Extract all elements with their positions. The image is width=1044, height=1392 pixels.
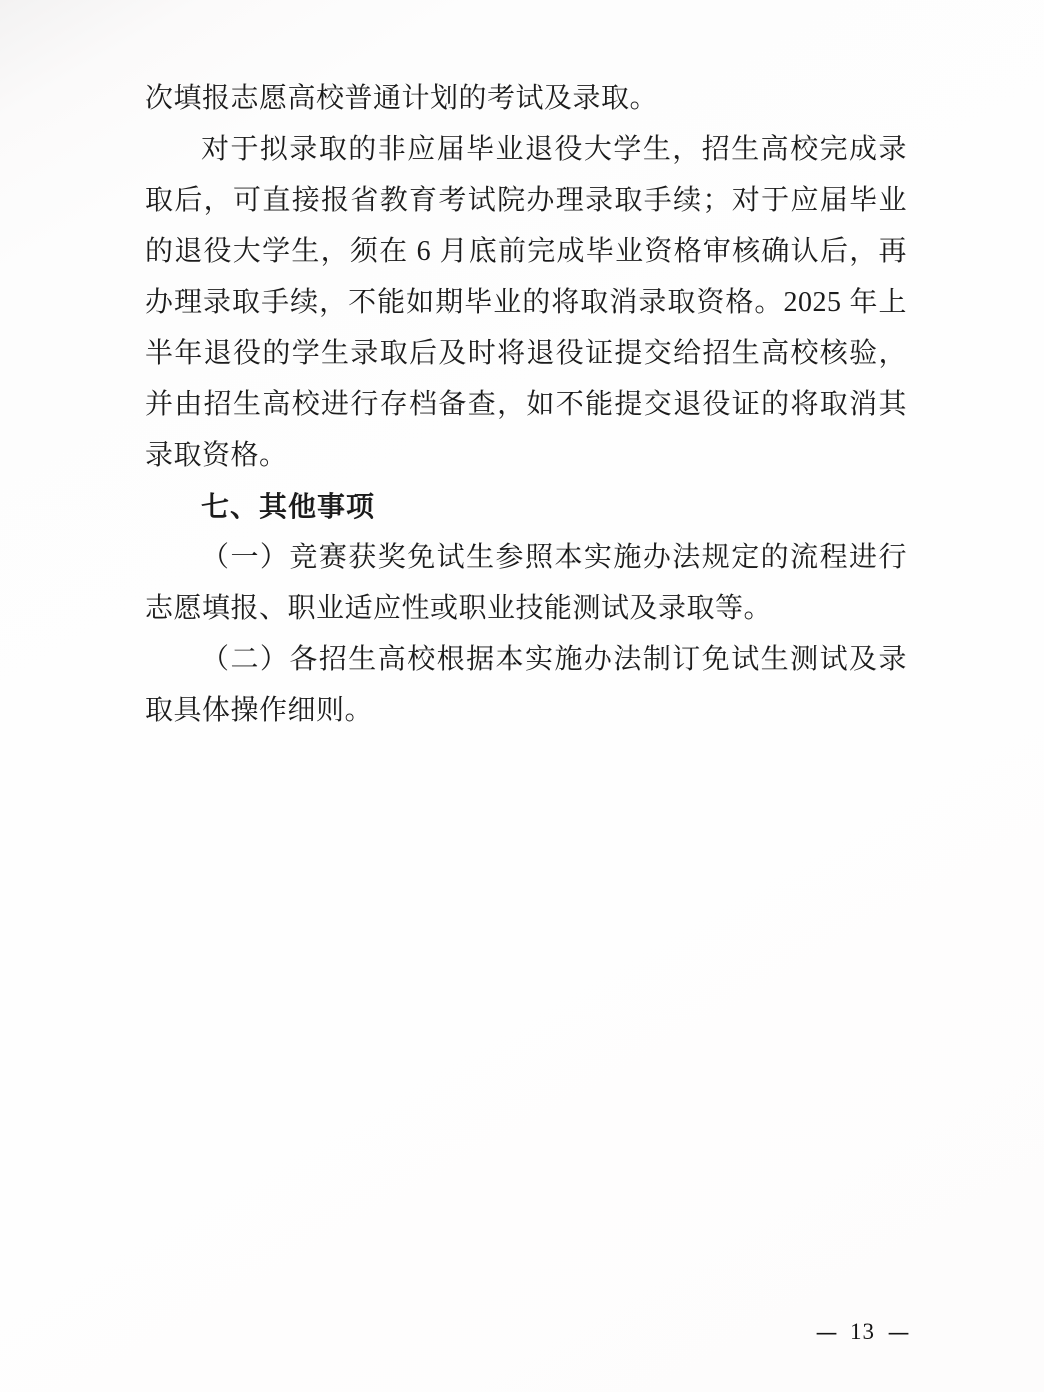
paragraph-item-one: （一）竞赛获奖免试生参照本实施办法规定的流程进行志愿填报、职业适应性或职业技能测试及录取等。 <box>145 542 907 624</box>
paragraph-continuation: 次填报志愿高校普通计划的考试及录取。 <box>145 83 659 114</box>
document-body <box>145 73 907 736</box>
paragraph-retired-soldier-admission: 对于拟录取的非应届毕业退役大学生，招生高校完成录取后，可直接报省教育考试院办理录取手续；对于应届毕业的退役大学生，须在 6 月底前完成毕业资格审核确认后，再办理录取手续，不能如期毕业的将取消录取资格。2025 年上半年退役的学生录取后及时将退役证提交给招生高校核验，并由招生高校进行存档备查，如不能提交退役证的将取消其录取资格。 <box>145 134 907 471</box>
footer-right-dash: — <box>888 1319 909 1344</box>
footer-left-dash: — <box>816 1319 837 1344</box>
section-heading-other-matters: 七、其他事项 <box>201 491 376 522</box>
page-footer <box>815 1319 910 1345</box>
page-number: 13 <box>850 1319 875 1344</box>
paragraph-item-two: （二）各招生高校根据本实施办法制订免试生测试及录取具体操作细则。 <box>145 644 907 726</box>
